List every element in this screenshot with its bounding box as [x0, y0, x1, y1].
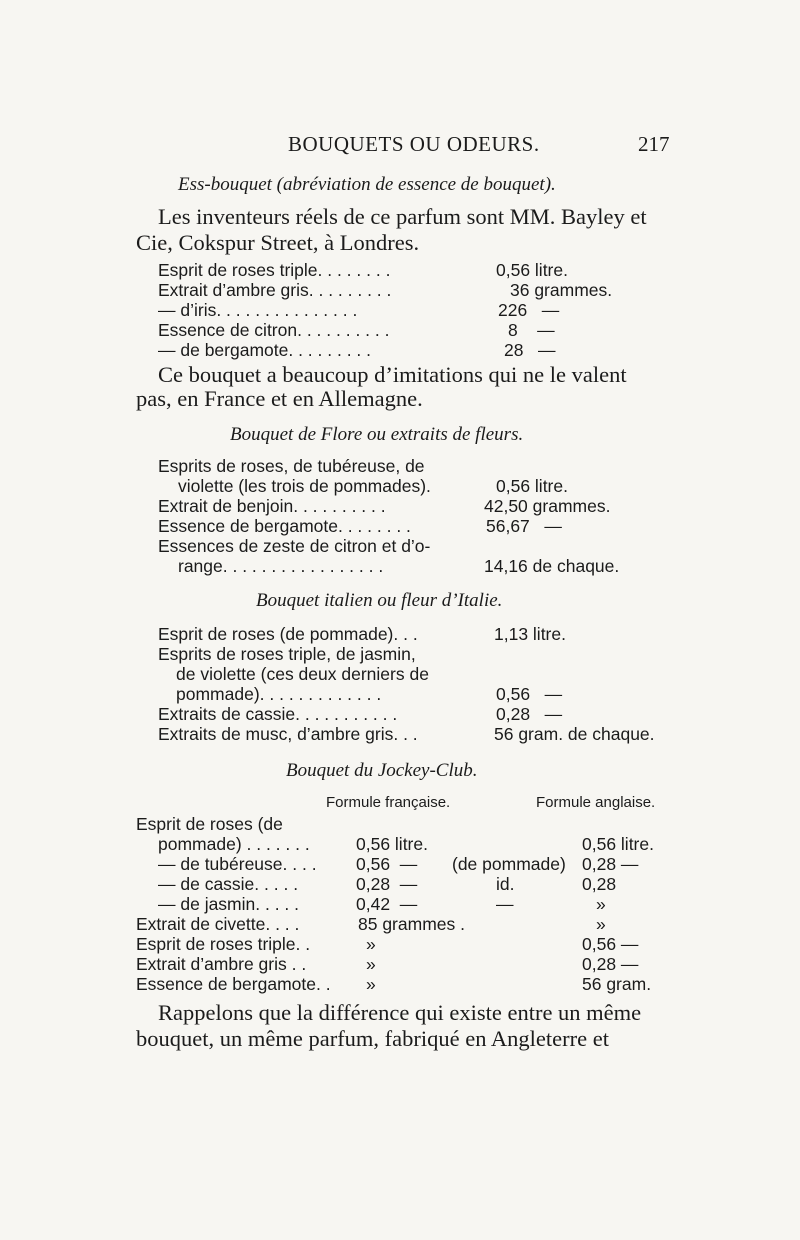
section-title-jockey-club: Bouquet du Jockey-Club.	[286, 760, 478, 781]
recipe-item-label: Esprits de roses, de tubéreuse, de	[158, 456, 425, 476]
paragraph-line: Cie, Cokspur Street, à Londres.	[136, 230, 420, 255]
page-header	[0, 132, 800, 158]
table-row-label: — de cassie. . . . .	[158, 874, 299, 894]
recipe-item-label: Essences de zeste de citron et d’o-	[158, 536, 431, 556]
table-cell-french: 0,28 —	[356, 874, 418, 894]
recipe-item-qty: 0,56 litre.	[496, 476, 568, 496]
recipe-item-qty: 1,13 litre.	[494, 624, 566, 644]
section-title-bouquet-italien: Bouquet italien ou fleur d’Italie.	[256, 590, 503, 611]
recipe-item-qty: 56 gram. de chaque.	[494, 724, 655, 744]
recipe-item-qty: 8 —	[508, 320, 555, 340]
recipe-item-label: Extraits de cassie. . . . . . . . . . .	[158, 704, 398, 724]
table-cell-french: »	[366, 974, 376, 994]
recipe-item-label: Esprits de roses triple, de jasmin,	[158, 644, 416, 664]
recipe-item-label: — de bergamote. . . . . . . . .	[158, 340, 372, 360]
recipe-item-qty: 42,50 grammes.	[484, 496, 611, 516]
page-number: 217	[638, 132, 670, 156]
table-row-label: Essence de bergamote. .	[136, 974, 331, 994]
recipe-item-qty: 0,28 —	[496, 704, 563, 724]
paragraph-line: bouquet, un même parfum, fabriqué en Angleterre et	[136, 1026, 609, 1051]
table-row-label: — de jasmin. . . . .	[158, 894, 300, 914]
recipe-item-qty: 0,56 litre.	[496, 260, 568, 280]
recipe-item-label: Extraits de musc, d’ambre gris. . .	[158, 724, 418, 744]
table-cell-english: 0,28 —	[582, 954, 639, 974]
recipe-item-label: — d’iris. . . . . . . . . . . . . . .	[158, 300, 358, 320]
recipe-item-qty: 0,56 —	[496, 684, 563, 704]
recipe-item-label: Essence de citron. . . . . . . . . .	[158, 320, 390, 340]
section-title-bouquet-de-flore: Bouquet de Flore ou extraits de fleurs.	[230, 424, 524, 445]
recipe-item-label: de violette (ces deux derniers de	[176, 664, 429, 684]
recipe-item-label: Esprit de roses (de pommade). . .	[158, 624, 418, 644]
table-cell-french: 0,56 litre.	[356, 834, 428, 854]
table-cell-english: 0,56 —	[582, 934, 639, 954]
paragraph-line: pas, en France et en Allemagne.	[136, 386, 423, 411]
recipe-item-label: range. . . . . . . . . . . . . . . . .	[178, 556, 384, 576]
table-cell-note: id.	[496, 874, 515, 894]
paragraph-line: Rappelons que la différence qui existe entre un même	[158, 1000, 642, 1025]
table-cell-english: »	[596, 894, 606, 914]
recipe-item-qty: 14,16 de chaque.	[484, 556, 620, 576]
table-row-label: Extrait de civette. . . .	[136, 914, 300, 934]
recipe-item-qty: 226 —	[498, 300, 560, 320]
table-cell-note: (de pommade)	[452, 854, 566, 874]
table-row-label: — de tubéreuse. . . .	[158, 854, 317, 874]
recipe-item-qty: 36 grammes.	[510, 280, 613, 300]
recipe-item-qty: 56,67 —	[486, 516, 562, 536]
table-row-label: Esprit de roses (de	[136, 814, 283, 834]
recipe-item-label: Essence de bergamote. . . . . . . .	[158, 516, 411, 536]
recipe-item-label: Extrait de benjoin. . . . . . . . . .	[158, 496, 386, 516]
table-row-label: pommade) . . . . . . .	[158, 834, 310, 854]
table-cell-english: »	[596, 914, 606, 934]
table-cell-french: 0,42 —	[356, 894, 418, 914]
column-header-french: Formule française.	[326, 794, 451, 811]
paragraph-line: Ce bouquet a beaucoup d’imitations qui ne le valent	[158, 362, 627, 387]
paragraph-line: Les inventeurs réels de ce parfum sont MM. Bayley et	[158, 204, 647, 229]
table-cell-english: 56 gram.	[582, 974, 652, 994]
table-cell-english: 0,28 —	[582, 854, 639, 874]
recipe-item-label: Extrait d’ambre gris. . . . . . . . .	[158, 280, 392, 300]
table-cell-french: 0,56 —	[356, 854, 418, 874]
table-cell-french: »	[366, 934, 376, 954]
table-cell-english: 0,28	[582, 874, 617, 894]
table-cell-note: —	[496, 894, 514, 914]
section-title-ess-bouquet: Ess-bouquet (abréviation de essence de bouquet).	[178, 174, 556, 195]
recipe-item-label: pommade). . . . . . . . . . . . .	[176, 684, 382, 704]
recipe-item-qty: 28 —	[504, 340, 556, 360]
table-cell-french: 85 grammes .	[358, 914, 465, 934]
recipe-item-label: Esprit de roses triple. . . . . . . .	[158, 260, 391, 280]
recipe-item-label: violette (les trois de pommades).	[178, 476, 431, 496]
table-cell-english: 0,56 litre.	[582, 834, 654, 854]
running-title: BOUQUETS OU ODEURS.	[288, 132, 540, 156]
table-row-label: Extrait d’ambre gris . .	[136, 954, 307, 974]
table-row-label: Esprit de roses triple. .	[136, 934, 311, 954]
table-cell-french: »	[366, 954, 376, 974]
column-header-english: Formule anglaise.	[536, 794, 656, 811]
